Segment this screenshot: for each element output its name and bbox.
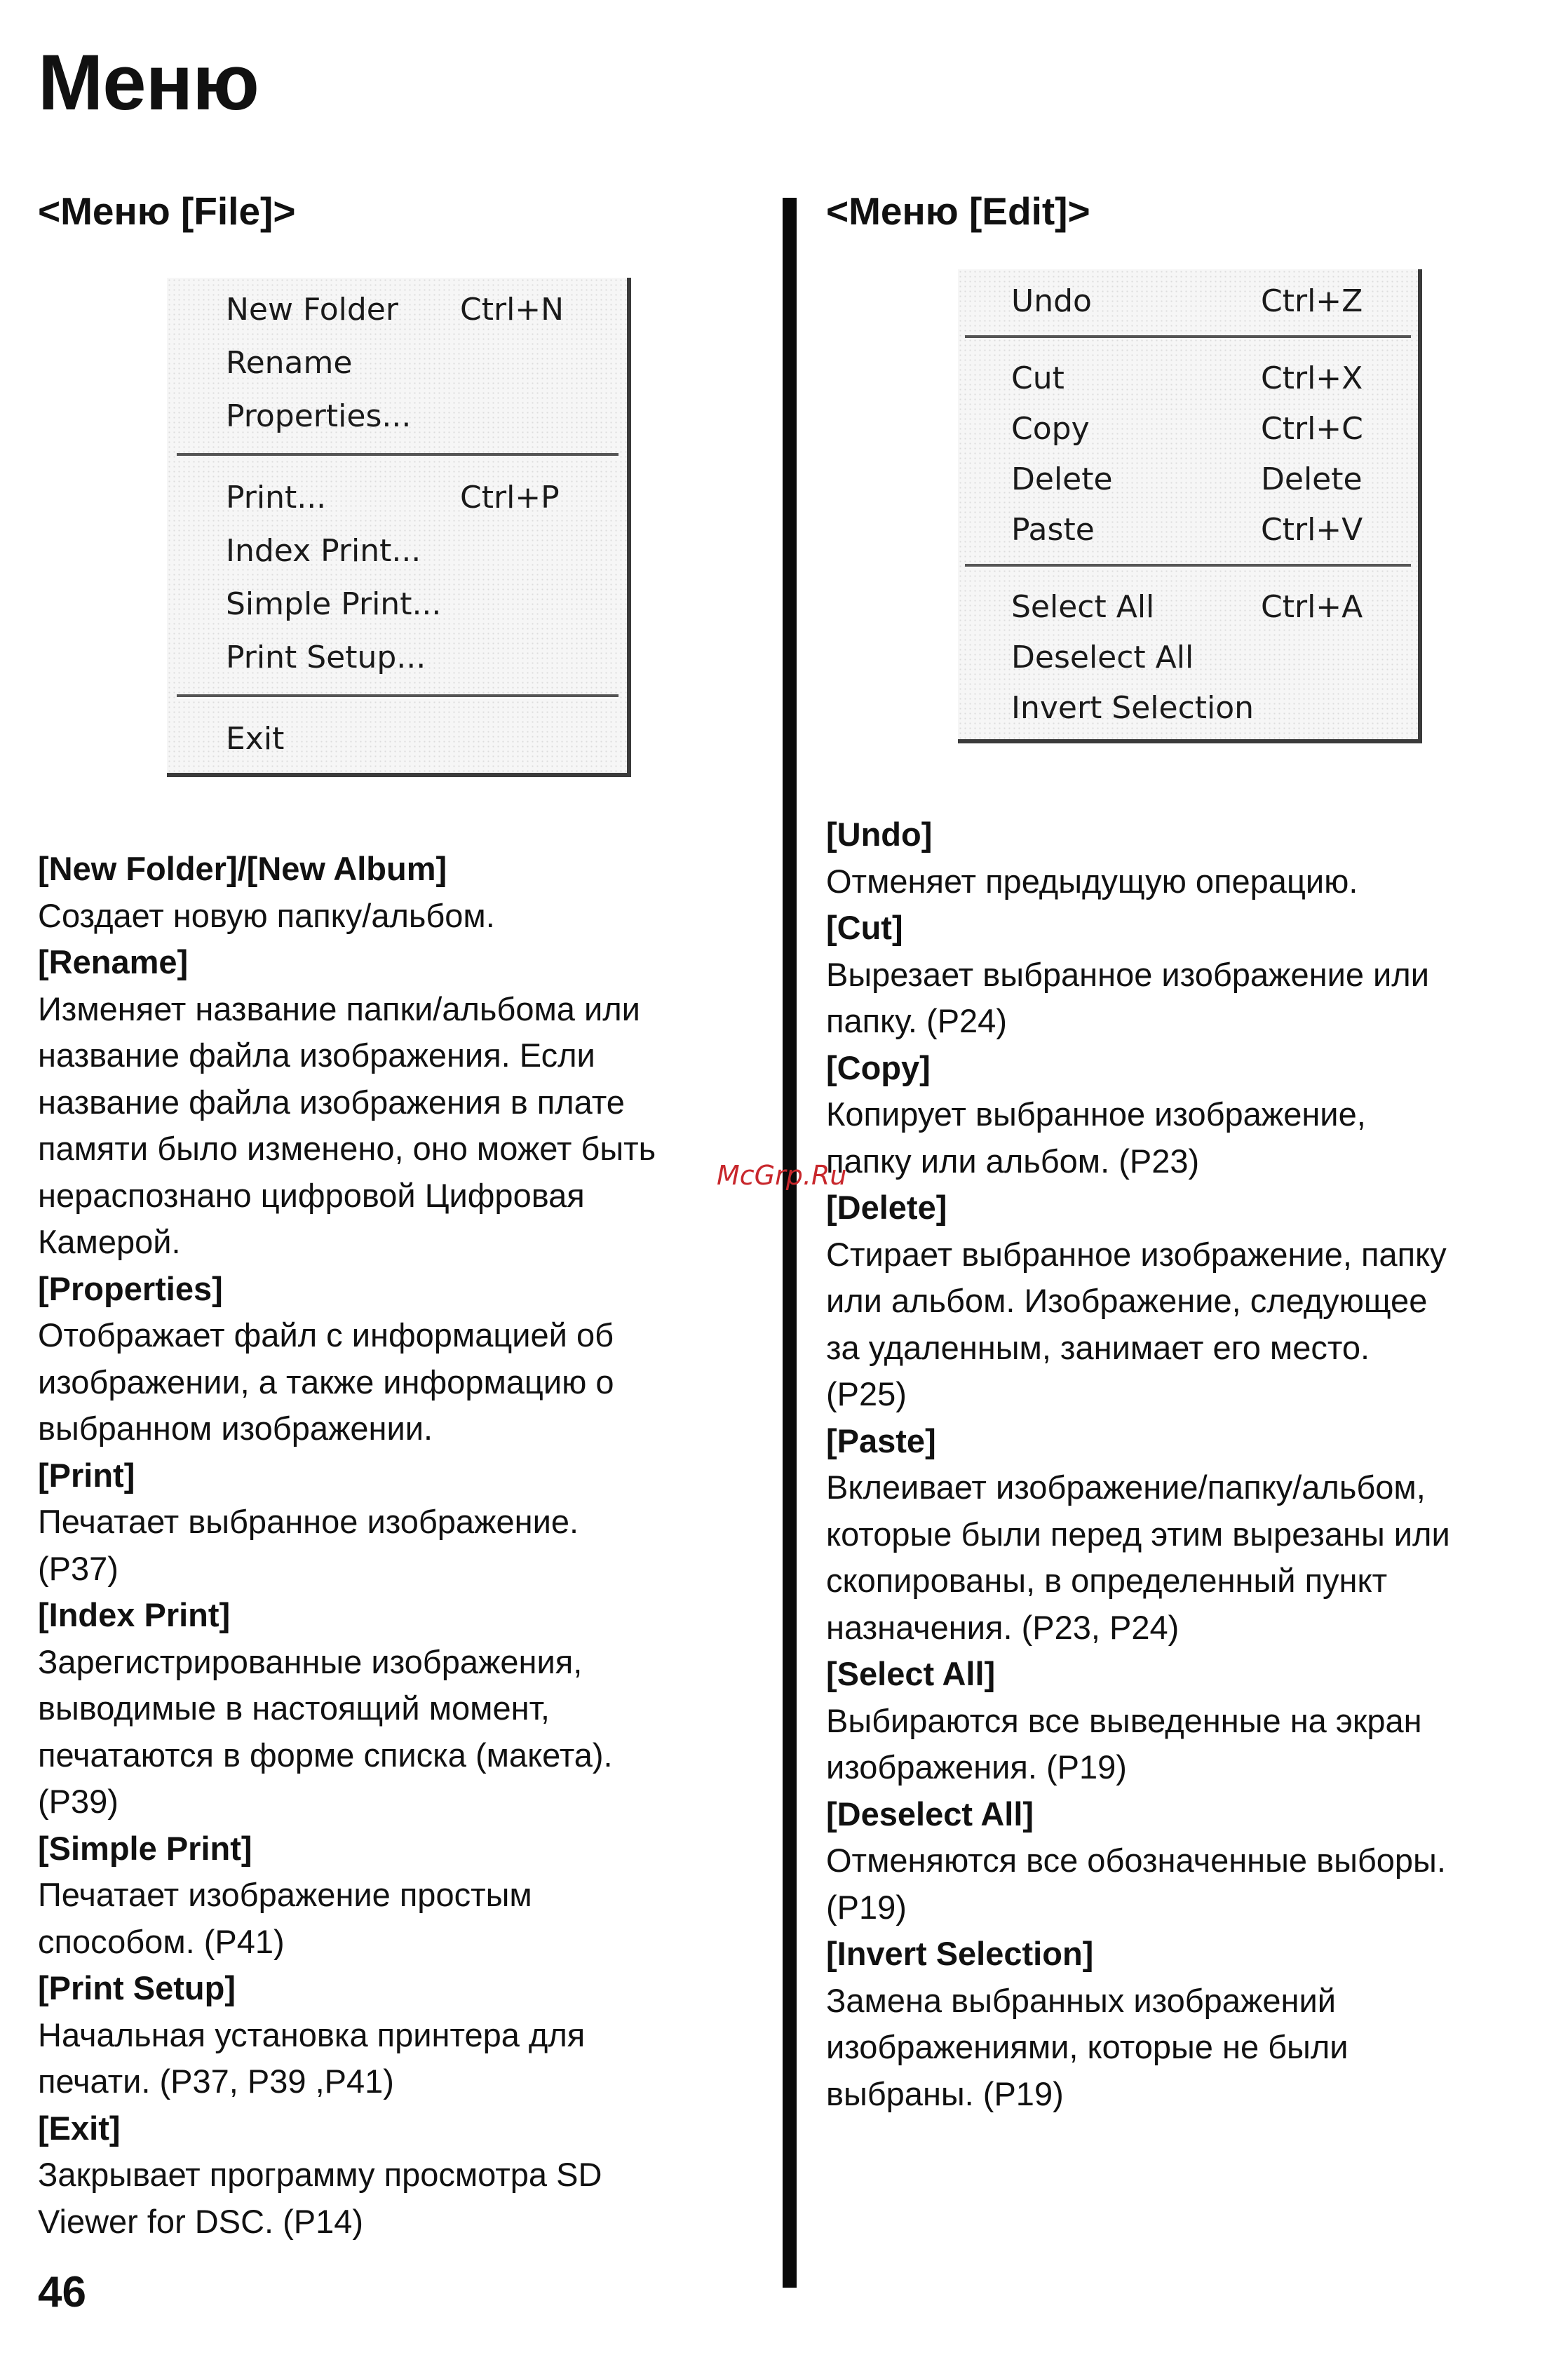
edit-menu-item-cut[interactable]: Cut <box>1011 360 1065 396</box>
edit-entry-description-line: выбраны. (P19) <box>826 2074 1064 2112</box>
file-entry-description-line: печатаются в форме списка (макета). <box>38 1736 613 1774</box>
file-entry-term: [Exit] <box>38 2109 121 2147</box>
file-entry-description-line: Камерой. <box>38 1223 181 1260</box>
edit-menu-screenshot <box>958 269 1422 743</box>
edit-menu-separator <box>965 564 1411 568</box>
edit-entry-term: [Paste] <box>826 1422 936 1459</box>
file-entry-description-line: нераспознано цифровой Цифровая <box>38 1176 585 1214</box>
file-menu-descriptions <box>38 846 781 2245</box>
edit-entry-description-line: скопированы, в определенный пункт <box>826 1562 1388 1599</box>
edit-entry-description-line: папку. (P24) <box>826 1002 1007 1039</box>
file-entry-description-line: Закрывает программу просмотра SD <box>38 2156 602 2193</box>
file-entry-description-line: Зарегистрированные изображения, <box>38 1642 583 1680</box>
edit-menu-shortcut-copy: Ctrl+C <box>1261 411 1363 447</box>
edit-menu-item-invert-selection[interactable]: Invert Selection <box>1011 690 1255 726</box>
file-menu-item-index-print[interactable]: Index Print... <box>226 533 421 569</box>
file-entry-term: [Print] <box>38 1456 135 1494</box>
edit-entry-description-line: Вклеивает изображение/папку/альбом, <box>826 1469 1426 1506</box>
file-entry-description-line: Отображает файл с информацией об <box>38 1316 614 1354</box>
edit-menu-separator <box>965 335 1411 339</box>
edit-menu-item-undo[interactable]: Undo <box>1011 283 1092 319</box>
page-title: Меню <box>38 39 259 126</box>
edit-entry-term: [Cut] <box>826 909 903 946</box>
column-divider <box>783 198 797 2288</box>
watermark: McGrp.Ru <box>717 1160 847 1191</box>
edit-menu-item-select-all[interactable]: Select All <box>1011 589 1155 625</box>
edit-entry-term: [Select All] <box>826 1655 996 1692</box>
edit-entry-term: [Delete] <box>826 1189 947 1226</box>
file-entry-description-line: выбранном изображении. <box>38 1410 433 1447</box>
edit-entry-description-line: папку или альбом. (P23) <box>826 1142 1200 1180</box>
edit-entry-description-line: Выбираются все выведенные на экран <box>826 1701 1422 1739</box>
file-entry-description-line: изображении, а также информацию о <box>38 1363 614 1401</box>
edit-entry-term: [Invert Selection] <box>826 1935 1094 1972</box>
edit-entry-description-line: которые были перед этим вырезаны или <box>826 1515 1450 1553</box>
file-entry-description-line: Печатает выбранное изображение. <box>38 1503 579 1540</box>
edit-menu-shortcut-delete: Delete <box>1261 461 1363 497</box>
edit-entry-description-line: Копирует выбранное изображение, <box>826 1095 1366 1133</box>
edit-entry-description-line: изображения. (P19) <box>826 1748 1127 1786</box>
edit-entry-description-line: Отменяет предыдущую операцию. <box>826 862 1358 900</box>
edit-menu-item-paste[interactable]: Paste <box>1011 512 1095 548</box>
file-entry-term: [Rename] <box>38 943 189 980</box>
edit-entry-description-line: Стирает выбранное изображение, папку <box>826 1235 1447 1273</box>
file-menu-item-properties[interactable]: Properties... <box>226 398 412 434</box>
file-menu-item-rename[interactable]: Rename <box>226 345 353 381</box>
file-menu-screenshot <box>167 278 631 777</box>
edit-menu-shortcut-select-all: Ctrl+A <box>1261 589 1363 625</box>
file-menu-heading: <Меню [File]> <box>38 189 296 233</box>
edit-entry-description-line: за удаленным, занимает его место. <box>826 1328 1370 1366</box>
file-entry-description-line: Изменяет название папки/альбома или <box>38 990 640 1027</box>
edit-entry-term: [Copy] <box>826 1048 931 1086</box>
file-menu-item-print[interactable]: Print... <box>226 480 327 515</box>
edit-entry-term: [Deselect All] <box>826 1795 1034 1833</box>
file-entry-description-line: Печатает изображение простым <box>38 1876 532 1913</box>
file-entry-term: [New Folder]/[New Album] <box>38 850 447 887</box>
edit-entry-description-line: Замена выбранных изображений <box>826 1981 1336 2019</box>
edit-entry-description-line: изображениями, которые не были <box>826 2028 1349 2065</box>
file-entry-description-line: способом. (P41) <box>38 1922 285 1960</box>
file-entry-description-line: (P37) <box>38 1549 119 1587</box>
file-entry-description-line: (P39) <box>38 1783 119 1820</box>
file-menu-item-print-setup[interactable]: Print Setup... <box>226 640 426 675</box>
file-menu-shortcut-print: Ctrl+P <box>460 480 560 515</box>
edit-menu-shortcut-cut: Ctrl+X <box>1261 360 1363 396</box>
edit-menu-item-deselect-all[interactable]: Deselect All <box>1011 640 1194 675</box>
file-entry-term: [Print Setup] <box>38 1969 236 2006</box>
file-menu-item-exit[interactable]: Exit <box>226 721 285 757</box>
edit-entry-description-line: (P19) <box>826 1888 907 1926</box>
file-menu-item-new-folder[interactable]: New Folder <box>226 292 398 328</box>
edit-menu-item-delete[interactable]: Delete <box>1011 461 1113 497</box>
file-menu-separator <box>177 694 619 699</box>
edit-menu-shortcut-undo: Ctrl+Z <box>1261 283 1363 319</box>
file-entry-description-line: выводимые в настоящий момент, <box>38 1689 550 1727</box>
file-entry-description-line: Viewer for DSC. (P14) <box>38 2202 364 2240</box>
file-entry-description-line: Начальная установка принтера для <box>38 2016 586 2053</box>
edit-entry-description-line: назначения. (P23, P24) <box>826 1608 1180 1646</box>
file-entry-term: [Simple Print] <box>38 1829 252 1867</box>
edit-entry-term: [Undo] <box>826 816 933 853</box>
edit-menu-shortcut-paste: Ctrl+V <box>1261 512 1363 548</box>
file-entry-description-line: печати. (P37, P39 ,P41) <box>38 2063 394 2100</box>
file-entry-description-line: название файла изображения. Если <box>38 1037 595 1074</box>
file-entry-description-line: название файла изображения в плате <box>38 1083 625 1121</box>
edit-entry-description-line: Вырезает выбранное изображение или <box>826 955 1429 993</box>
edit-menu-heading: <Меню [Edit]> <box>826 189 1090 233</box>
edit-entry-description-line: Отменяются все обозначенные выборы. <box>826 1842 1446 1879</box>
file-entry-description-line: Создает новую папку/альбом. <box>38 896 495 934</box>
file-entry-term: [Index Print] <box>38 1596 231 1633</box>
file-menu-separator <box>177 453 619 457</box>
edit-menu-descriptions <box>826 811 1555 2117</box>
edit-entry-description-line: (P25) <box>826 1375 907 1412</box>
file-entry-term: [Properties] <box>38 1269 223 1307</box>
file-menu-shortcut-new-folder: Ctrl+N <box>460 292 565 328</box>
file-entry-description-line: памяти было изменено, оно может быть <box>38 1130 656 1167</box>
file-menu-item-simple-print[interactable]: Simple Print... <box>226 586 442 622</box>
page-number: 46 <box>38 2268 86 2316</box>
edit-entry-description-line: или альбом. Изображение, следующее <box>826 1282 1428 1319</box>
edit-menu-item-copy[interactable]: Copy <box>1011 411 1090 447</box>
